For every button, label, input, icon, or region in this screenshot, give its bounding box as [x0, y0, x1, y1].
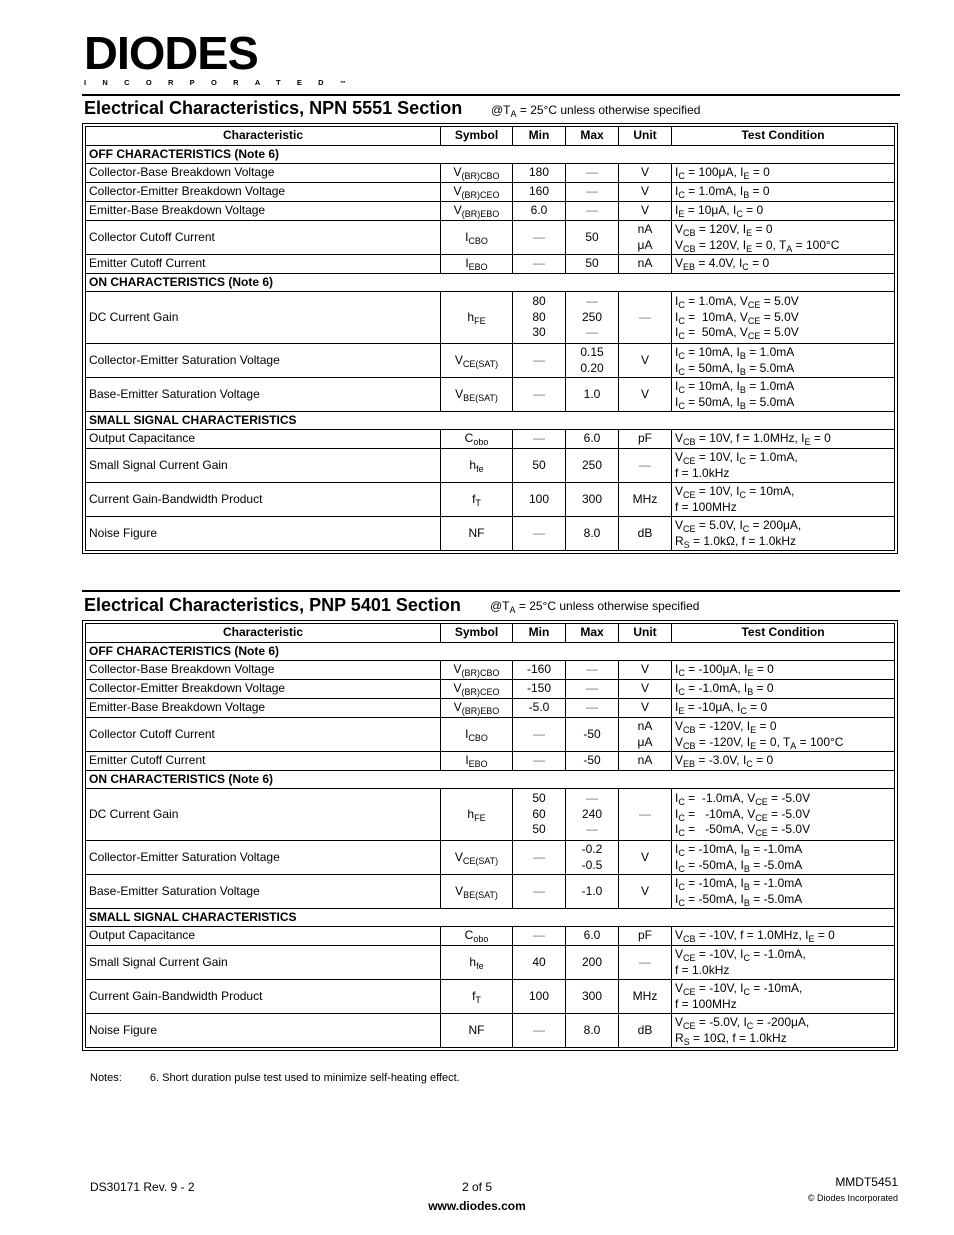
test-condition-cell: $I_C = -10mA$, $I_B = -1.0mA$ $I_C = -50mA$, $I_B = -5.0mA$ [672, 841, 895, 875]
characteristic-cell: DC Current Gain [86, 292, 441, 344]
max-cell: 0.15 0.20 [566, 344, 619, 378]
column-header-characteristic: Characteristic [86, 127, 441, 146]
logo-subtitle: INCORPORATED™ [84, 78, 346, 87]
unit-cell: — [619, 946, 672, 980]
characteristic-cell: Collector-Emitter Breakdown Voltage [86, 183, 441, 202]
symbol-cell: $I_{EBO}$ [441, 255, 513, 274]
test-condition-cell: $V_{CB} = 10V$, f = 1.0MHz, $I_E = 0$ [672, 430, 895, 449]
test-condition-cell: $I_C = 1.0mA$, $I_B = 0$ [672, 183, 895, 202]
table-row [86, 699, 895, 718]
symbol-cell: $h_{FE}$ [441, 292, 513, 344]
min-cell: — [513, 221, 566, 255]
subheader-label: OFF CHARACTERISTICS (Note 6) [86, 643, 895, 661]
test-condition-cell: $V_{EB} = 4.0V$, $I_C = 0$ [672, 255, 895, 274]
test-condition-cell: $I_C = -1.0mA$, $I_B = 0$ [672, 680, 895, 699]
test-condition-cell: $V_{CB} = 120V$, $I_E = 0$ $V_{CB} = 120V$, $I_E = 0$, $T_A = 100^\circ C$ [672, 221, 895, 255]
min-cell: 100 [513, 980, 566, 1014]
pnp-section-rule [82, 590, 900, 592]
max-cell: 6.0 [566, 927, 619, 946]
characteristic-cell: Base-Emitter Saturation Voltage [86, 378, 441, 412]
test-condition-cell: $V_{CE} = 10V$, $I_C = 1.0mA$, f = 1.0kHz [672, 449, 895, 483]
min-cell: — [513, 927, 566, 946]
table-row [86, 980, 895, 1014]
unit-cell: V [619, 183, 672, 202]
unit-cell: V [619, 680, 672, 699]
symbol-cell: NF [441, 1014, 513, 1048]
characteristic-cell: Emitter-Base Breakdown Voltage [86, 202, 441, 221]
characteristic-cell: Current Gain-Bandwidth Product [86, 483, 441, 517]
unit-cell: V [619, 164, 672, 183]
characteristic-cell: Output Capacitance [86, 927, 441, 946]
min-cell: 50 [513, 449, 566, 483]
symbol-cell: $V_{CE(SAT)}$ [441, 344, 513, 378]
table-row [86, 927, 895, 946]
characteristic-cell: Collector-Emitter Saturation Voltage [86, 344, 441, 378]
column-header-min: Min [513, 624, 566, 643]
pnp-table-wrap [82, 620, 898, 1051]
symbol-cell: $I_{EBO}$ [441, 752, 513, 771]
table-row [86, 946, 895, 980]
npn-table-wrap [82, 123, 898, 554]
characteristic-cell: Small Signal Current Gain [86, 449, 441, 483]
npn-header-row [86, 127, 895, 146]
characteristic-cell: Emitter Cutoff Current [86, 752, 441, 771]
column-header-max: Max [566, 624, 619, 643]
table-row [86, 344, 895, 378]
min-cell: -160 [513, 661, 566, 680]
unit-cell: V [619, 661, 672, 680]
unit-cell: — [619, 449, 672, 483]
notes-label: Notes: [90, 1072, 122, 1084]
max-cell: -0.2 -0.5 [566, 841, 619, 875]
min-cell: — [513, 875, 566, 909]
pnp-characteristics-table [85, 623, 895, 1048]
max-cell: — 250 — [566, 292, 619, 344]
unit-cell: nA [619, 255, 672, 274]
subheader-row [86, 643, 895, 661]
table-row [86, 255, 895, 274]
characteristic-cell: DC Current Gain [86, 789, 441, 841]
column-header-min: Min [513, 127, 566, 146]
min-cell: 80 80 30 [513, 292, 566, 344]
table-row [86, 221, 895, 255]
unit-cell: dB [619, 517, 672, 551]
table-row [86, 875, 895, 909]
footer-copyright: © Diodes Incorporated [807, 1193, 898, 1203]
symbol-cell: $f_T$ [441, 483, 513, 517]
table-row [86, 752, 895, 771]
max-cell: 8.0 [566, 517, 619, 551]
characteristic-cell: Collector Cutoff Current [86, 718, 441, 752]
table-row [86, 292, 895, 344]
subheader-label: OFF CHARACTERISTICS (Note 6) [86, 146, 895, 164]
table-row [86, 483, 895, 517]
footer-part-number: MMDT5451 [835, 1175, 898, 1189]
characteristic-cell: Collector-Base Breakdown Voltage [86, 164, 441, 183]
max-cell: 8.0 [566, 1014, 619, 1048]
symbol-cell: $V_{(BR)CBO}$ [441, 661, 513, 680]
subheader-row [86, 146, 895, 164]
characteristic-cell: Collector Cutoff Current [86, 221, 441, 255]
table-row [86, 680, 895, 699]
subheader-row [86, 274, 895, 292]
subheader-row [86, 771, 895, 789]
symbol-cell: $V_{(BR)CBO}$ [441, 164, 513, 183]
min-cell: 160 [513, 183, 566, 202]
logo-wordmark: DIODES [84, 27, 258, 79]
max-cell: 50 [566, 221, 619, 255]
max-cell: — [566, 183, 619, 202]
max-cell: 300 [566, 980, 619, 1014]
symbol-cell: $f_T$ [441, 980, 513, 1014]
unit-cell: V [619, 378, 672, 412]
npn-section-condition: $@T_A = 25^\circ C$ unless otherwise specified [491, 103, 701, 119]
characteristic-cell: Collector-Base Breakdown Voltage [86, 661, 441, 680]
min-cell: -150 [513, 680, 566, 699]
npn-section-title: Electrical Characteristics, NPN 5551 Section [84, 98, 463, 118]
min-cell: -5.0 [513, 699, 566, 718]
min-cell: 40 [513, 946, 566, 980]
min-cell: 100 [513, 483, 566, 517]
max-cell: — [566, 680, 619, 699]
max-cell: — [566, 661, 619, 680]
characteristic-cell: Collector-Emitter Breakdown Voltage [86, 680, 441, 699]
min-cell: 180 [513, 164, 566, 183]
max-cell: 6.0 [566, 430, 619, 449]
symbol-cell: $V_{BE(SAT)}$ [441, 378, 513, 412]
subheader-label: SMALL SIGNAL CHARACTERISTICS [86, 909, 895, 927]
subheader-label: ON CHARACTERISTICS (Note 6) [86, 771, 895, 789]
table-row [86, 378, 895, 412]
characteristic-cell: Noise Figure [86, 1014, 441, 1048]
diodes-logo [84, 27, 346, 87]
characteristic-cell: Base-Emitter Saturation Voltage [86, 875, 441, 909]
unit-cell: V [619, 202, 672, 221]
symbol-cell: $V_{(BR)CEO}$ [441, 183, 513, 202]
test-condition-cell: $I_C = 100\mu A$, $I_E = 0$ [672, 164, 895, 183]
column-header-symbol: Symbol [441, 624, 513, 643]
column-header-test-condition: Test Condition [672, 127, 895, 146]
footer-url-link[interactable]: www.diodes.com [428, 1199, 526, 1213]
column-header-unit: Unit [619, 127, 672, 146]
max-cell: -1.0 [566, 875, 619, 909]
test-condition-cell: $I_C = -10mA$, $I_B = -1.0mA$ $I_C = -50mA$, $I_B = -5.0mA$ [672, 875, 895, 909]
min-cell: 6.0 [513, 202, 566, 221]
pnp-header-row [86, 624, 895, 643]
min-cell: 50 60 50 [513, 789, 566, 841]
unit-cell: V [619, 841, 672, 875]
test-condition-cell: $I_E = -10\mu A$, $I_C = 0$ [672, 699, 895, 718]
max-cell: 50 [566, 255, 619, 274]
min-cell: — [513, 255, 566, 274]
characteristic-cell: Emitter Cutoff Current [86, 255, 441, 274]
table-row [86, 430, 895, 449]
unit-cell: V [619, 875, 672, 909]
min-cell: — [513, 752, 566, 771]
table-row [86, 164, 895, 183]
characteristic-cell: Collector-Emitter Saturation Voltage [86, 841, 441, 875]
min-cell: — [513, 430, 566, 449]
unit-cell: pF [619, 927, 672, 946]
column-header-characteristic: Characteristic [86, 624, 441, 643]
max-cell: -50 [566, 718, 619, 752]
test-condition-cell: $V_{EB} = -3.0V$, $I_C = 0$ [672, 752, 895, 771]
column-header-max: Max [566, 127, 619, 146]
symbol-cell: $V_{CE(SAT)}$ [441, 841, 513, 875]
unit-cell: V [619, 699, 672, 718]
max-cell: 200 [566, 946, 619, 980]
symbol-cell: $V_{BE(SAT)}$ [441, 875, 513, 909]
test-condition-cell: $V_{CB} = -10V$, f = 1.0MHz, $I_E = 0$ [672, 927, 895, 946]
symbol-cell: $C_{obo}$ [441, 927, 513, 946]
unit-cell: dB [619, 1014, 672, 1048]
min-cell: — [513, 517, 566, 551]
symbol-cell: $V_{(BR)EBO}$ [441, 202, 513, 221]
max-cell: — [566, 164, 619, 183]
table-row [86, 517, 895, 551]
npn-section-rule [82, 94, 900, 96]
test-condition-cell: $I_C = 1.0mA$, $V_{CE} = 5.0V$ $I_C = 10mA$, $V_{CE} = 5.0V$ $I_C = 50mA$, $V_{CE} = 5.0V$ [672, 292, 895, 344]
min-cell: — [513, 344, 566, 378]
unit-cell: pF [619, 430, 672, 449]
test-condition-cell: $I_C = 10mA$, $I_B = 1.0mA$ $I_C = 50mA$, $I_B = 5.0mA$ [672, 344, 895, 378]
test-condition-cell: $I_C = -1.0mA$, $V_{CE} = -5.0V$ $I_C = -10mA$, $V_{CE} = -5.0V$ $I_C = -50mA$, $V_{CE} = -5.0V$ [672, 789, 895, 841]
max-cell: 300 [566, 483, 619, 517]
unit-cell: nA [619, 752, 672, 771]
max-cell: 250 [566, 449, 619, 483]
column-header-test-condition: Test Condition [672, 624, 895, 643]
table-row [86, 718, 895, 752]
unit-cell: nA μA [619, 718, 672, 752]
subheader-row [86, 909, 895, 927]
subheader-label: SMALL SIGNAL CHARACTERISTICS [86, 412, 895, 430]
symbol-cell: $h_{fe}$ [441, 946, 513, 980]
unit-cell: — [619, 292, 672, 344]
test-condition-cell: $V_{CE} = 10V$, $I_C = 10mA$, f = 100MHz [672, 483, 895, 517]
npn-characteristics-table [85, 126, 895, 551]
notes-text: 6. Short duration pulse test used to minimize self-heating effect. [149, 1072, 460, 1084]
symbol-cell: $h_{FE}$ [441, 789, 513, 841]
test-condition-cell: $V_{CB} = -120V$, $I_E = 0$ $V_{CB} = -120V$, $I_E = 0$, $T_A = 100^\circ C$ [672, 718, 895, 752]
characteristic-cell: Small Signal Current Gain [86, 946, 441, 980]
test-condition-cell: $V_{CE} = -5.0V$, $I_C = -200\mu A$, $R_S = 10\Omega$, f = 1.0kHz [672, 1014, 895, 1048]
unit-cell: — [619, 789, 672, 841]
symbol-cell: NF [441, 517, 513, 551]
max-cell: -50 [566, 752, 619, 771]
pnp-section-condition: $@T_A = 25^\circ C$ unless otherwise specified [490, 599, 700, 615]
unit-cell: nA μA [619, 221, 672, 255]
max-cell: — [566, 202, 619, 221]
table-row [86, 841, 895, 875]
test-condition-cell: $I_C = -100\mu A$, $I_E = 0$ [672, 661, 895, 680]
table-row [86, 661, 895, 680]
subheader-label: ON CHARACTERISTICS (Note 6) [86, 274, 895, 292]
notes [90, 1072, 460, 1084]
table-row [86, 1014, 895, 1048]
test-condition-cell: $V_{CE} = -10V$, $I_C = -1.0mA$, f = 1.0kHz [672, 946, 895, 980]
max-cell: — [566, 699, 619, 718]
symbol-cell: $C_{obo}$ [441, 430, 513, 449]
symbol-cell: $h_{fe}$ [441, 449, 513, 483]
test-condition-cell: $I_C = 10mA$, $I_B = 1.0mA$ $I_C = 50mA$, $I_B = 5.0mA$ [672, 378, 895, 412]
unit-cell: MHz [619, 980, 672, 1014]
column-header-unit: Unit [619, 624, 672, 643]
symbol-cell: $I_{CBO}$ [441, 221, 513, 255]
footer-doc-id: DS30171 Rev. 9 - 2 [90, 1180, 195, 1194]
symbol-cell: $V_{(BR)EBO}$ [441, 699, 513, 718]
test-condition-cell: $V_{CE} = -10V$, $I_C = -10mA$, f = 100MHz [672, 980, 895, 1014]
footer-page-number: 2 of 5 [461, 1180, 493, 1194]
characteristic-cell: Output Capacitance [86, 430, 441, 449]
characteristic-cell: Current Gain-Bandwidth Product [86, 980, 441, 1014]
symbol-cell: $I_{CBO}$ [441, 718, 513, 752]
min-cell: — [513, 378, 566, 412]
table-row [86, 183, 895, 202]
min-cell: — [513, 841, 566, 875]
pnp-section-title: Electrical Characteristics, PNP 5401 Section [84, 595, 461, 615]
subheader-row [86, 412, 895, 430]
column-header-symbol: Symbol [441, 127, 513, 146]
test-condition-cell: $I_E = 10\mu A$, $I_C = 0$ [672, 202, 895, 221]
table-row [86, 449, 895, 483]
table-row [86, 202, 895, 221]
characteristic-cell: Emitter-Base Breakdown Voltage [86, 699, 441, 718]
symbol-cell: $V_{(BR)CEO}$ [441, 680, 513, 699]
unit-cell: V [619, 344, 672, 378]
unit-cell: MHz [619, 483, 672, 517]
test-condition-cell: $V_{CE} = 5.0V$, $I_C = 200\mu A$, $R_S = 1.0k\Omega$, f = 1.0kHz [672, 517, 895, 551]
min-cell: — [513, 1014, 566, 1048]
min-cell: — [513, 718, 566, 752]
max-cell: 1.0 [566, 378, 619, 412]
max-cell: — 240 — [566, 789, 619, 841]
characteristic-cell: Noise Figure [86, 517, 441, 551]
table-row [86, 789, 895, 841]
